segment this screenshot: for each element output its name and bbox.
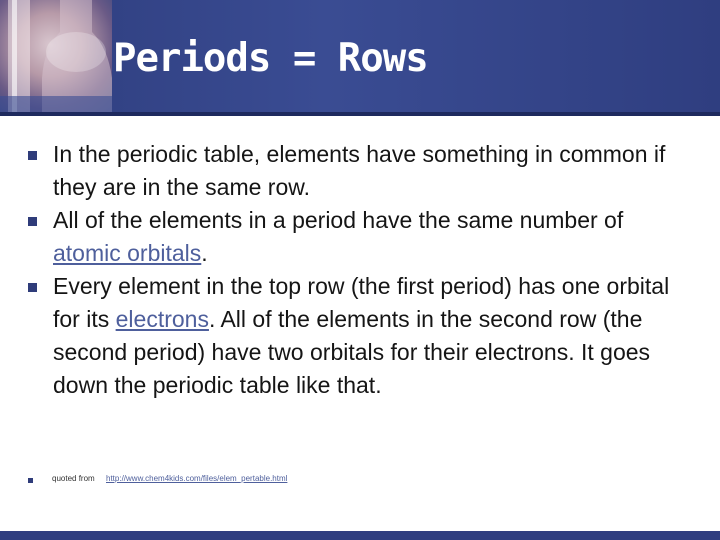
- flask-illustration: [0, 0, 112, 112]
- electrons-link[interactable]: electrons: [115, 306, 209, 332]
- bullet-text: .: [201, 240, 208, 266]
- square-bullet-icon: [28, 151, 37, 160]
- source-prefix: quoted from: [52, 474, 95, 483]
- header-divider: [0, 112, 720, 116]
- bullet-text: Every element in the top row (the first period) has one orbital for its: [53, 273, 670, 332]
- bullet-text: . All of the elements in the second row (the second period) have two orbitals for their electrons. It goes down the periodic table like that.: [53, 306, 651, 398]
- bullet-item: [26, 270, 696, 402]
- atomic-orbitals-link[interactable]: atomic orbitals: [53, 240, 202, 266]
- bullet-text: In the periodic table, elements have something in common if they are in the same row.: [53, 141, 666, 200]
- bullet-text: All of the elements in a period have the same number of: [53, 207, 624, 233]
- page-title: Periods = Rows: [113, 36, 428, 81]
- footer-band: [0, 531, 720, 540]
- flask-photo: [0, 0, 112, 112]
- bullet-item: [26, 204, 696, 270]
- slide-content: [26, 138, 696, 402]
- square-bullet-icon: [28, 478, 33, 483]
- square-bullet-icon: [28, 283, 37, 292]
- square-bullet-icon: [28, 217, 37, 226]
- bullet-item: [26, 138, 696, 204]
- source-url-link[interactable]: http://www.chem4kids.com/files/elem_pertable.html: [106, 474, 288, 483]
